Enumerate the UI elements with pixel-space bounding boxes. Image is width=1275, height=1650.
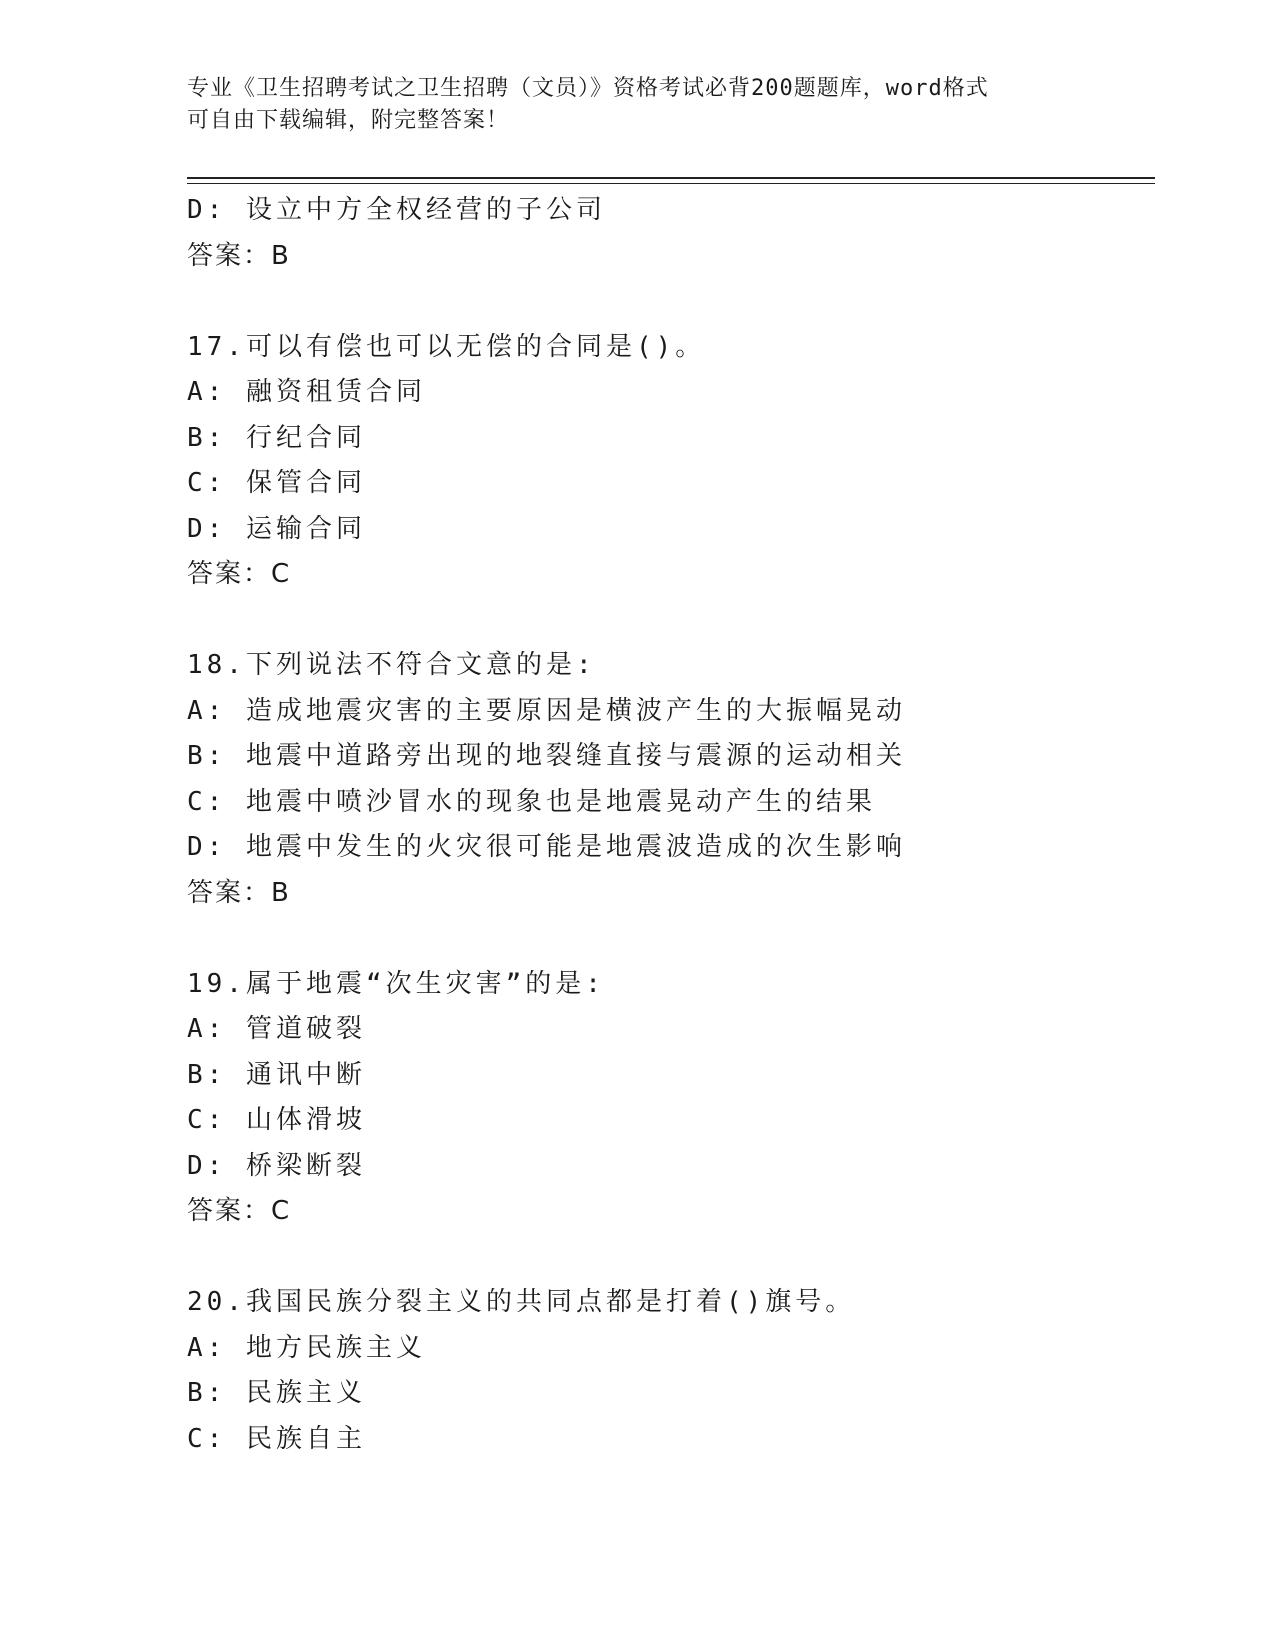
document-header [187,73,1087,137]
option-a: A: 融资租赁合同 [187,377,426,407]
answer-line: 答案：B [187,240,291,271]
option-d: D: 运输合同 [187,513,366,544]
question-stem: 20.我国民族分裂主义的共同点都是打着()旗号。 [187,1287,856,1317]
option-b: B: 地震中道路旁出现的地裂缝直接与震源的运动相关 [187,741,906,771]
header-divider-thin [187,183,1155,184]
spacer [187,916,1167,962]
option-c: C: 保管合同 [187,468,366,498]
question-19 [187,962,1167,1235]
question-18 [187,643,1167,916]
answer-line: 答案：B [187,877,291,908]
option-b: B: 民族主义 [187,1378,366,1408]
header-title-line-2: 可自由下载编辑，附完整答案！ [187,108,510,133]
spacer [187,1235,1167,1281]
question-17 [187,325,1167,598]
option-b: B: 通讯中断 [187,1059,366,1090]
question-stem: 17.可以有偿也可以无偿的合同是()。 [187,331,706,362]
option-a: A: 地方民族主义 [187,1332,426,1363]
spacer [187,279,1167,325]
option-b: B: 行纪合同 [187,422,366,453]
question-16-tail [187,188,1167,279]
option-d: D: 设立中方全权经营的子公司 [187,195,606,225]
header-divider-thick [187,177,1155,179]
question-20 [187,1280,1167,1462]
spacer [187,598,1167,644]
header-title-line-1: 专业《卫生招聘考试之卫生招聘（文员）》资格考试必背200题题库，word格式 [187,76,989,101]
question-stem: 18.下列说法不符合文意的是: [187,650,596,680]
option-c: C: 山体滑坡 [187,1105,366,1135]
answer-line: 答案：C [187,1196,292,1226]
answer-line: 答案：C [187,559,292,589]
question-list [187,188,1167,1462]
option-d: D: 桥梁断裂 [187,1150,366,1181]
option-a: A: 造成地震灾害的主要原因是横波产生的大振幅晃动 [187,695,906,726]
option-c: C: 民族自主 [187,1423,366,1454]
option-d: D: 地震中发生的火灾很可能是地震波造成的次生影响 [187,832,906,862]
option-a: A: 管道破裂 [187,1014,366,1044]
question-stem: 19.属于地震“次生灾害”的是: [187,968,605,999]
option-c: C: 地震中喷沙冒水的现象也是地震晃动产生的结果 [187,786,876,817]
